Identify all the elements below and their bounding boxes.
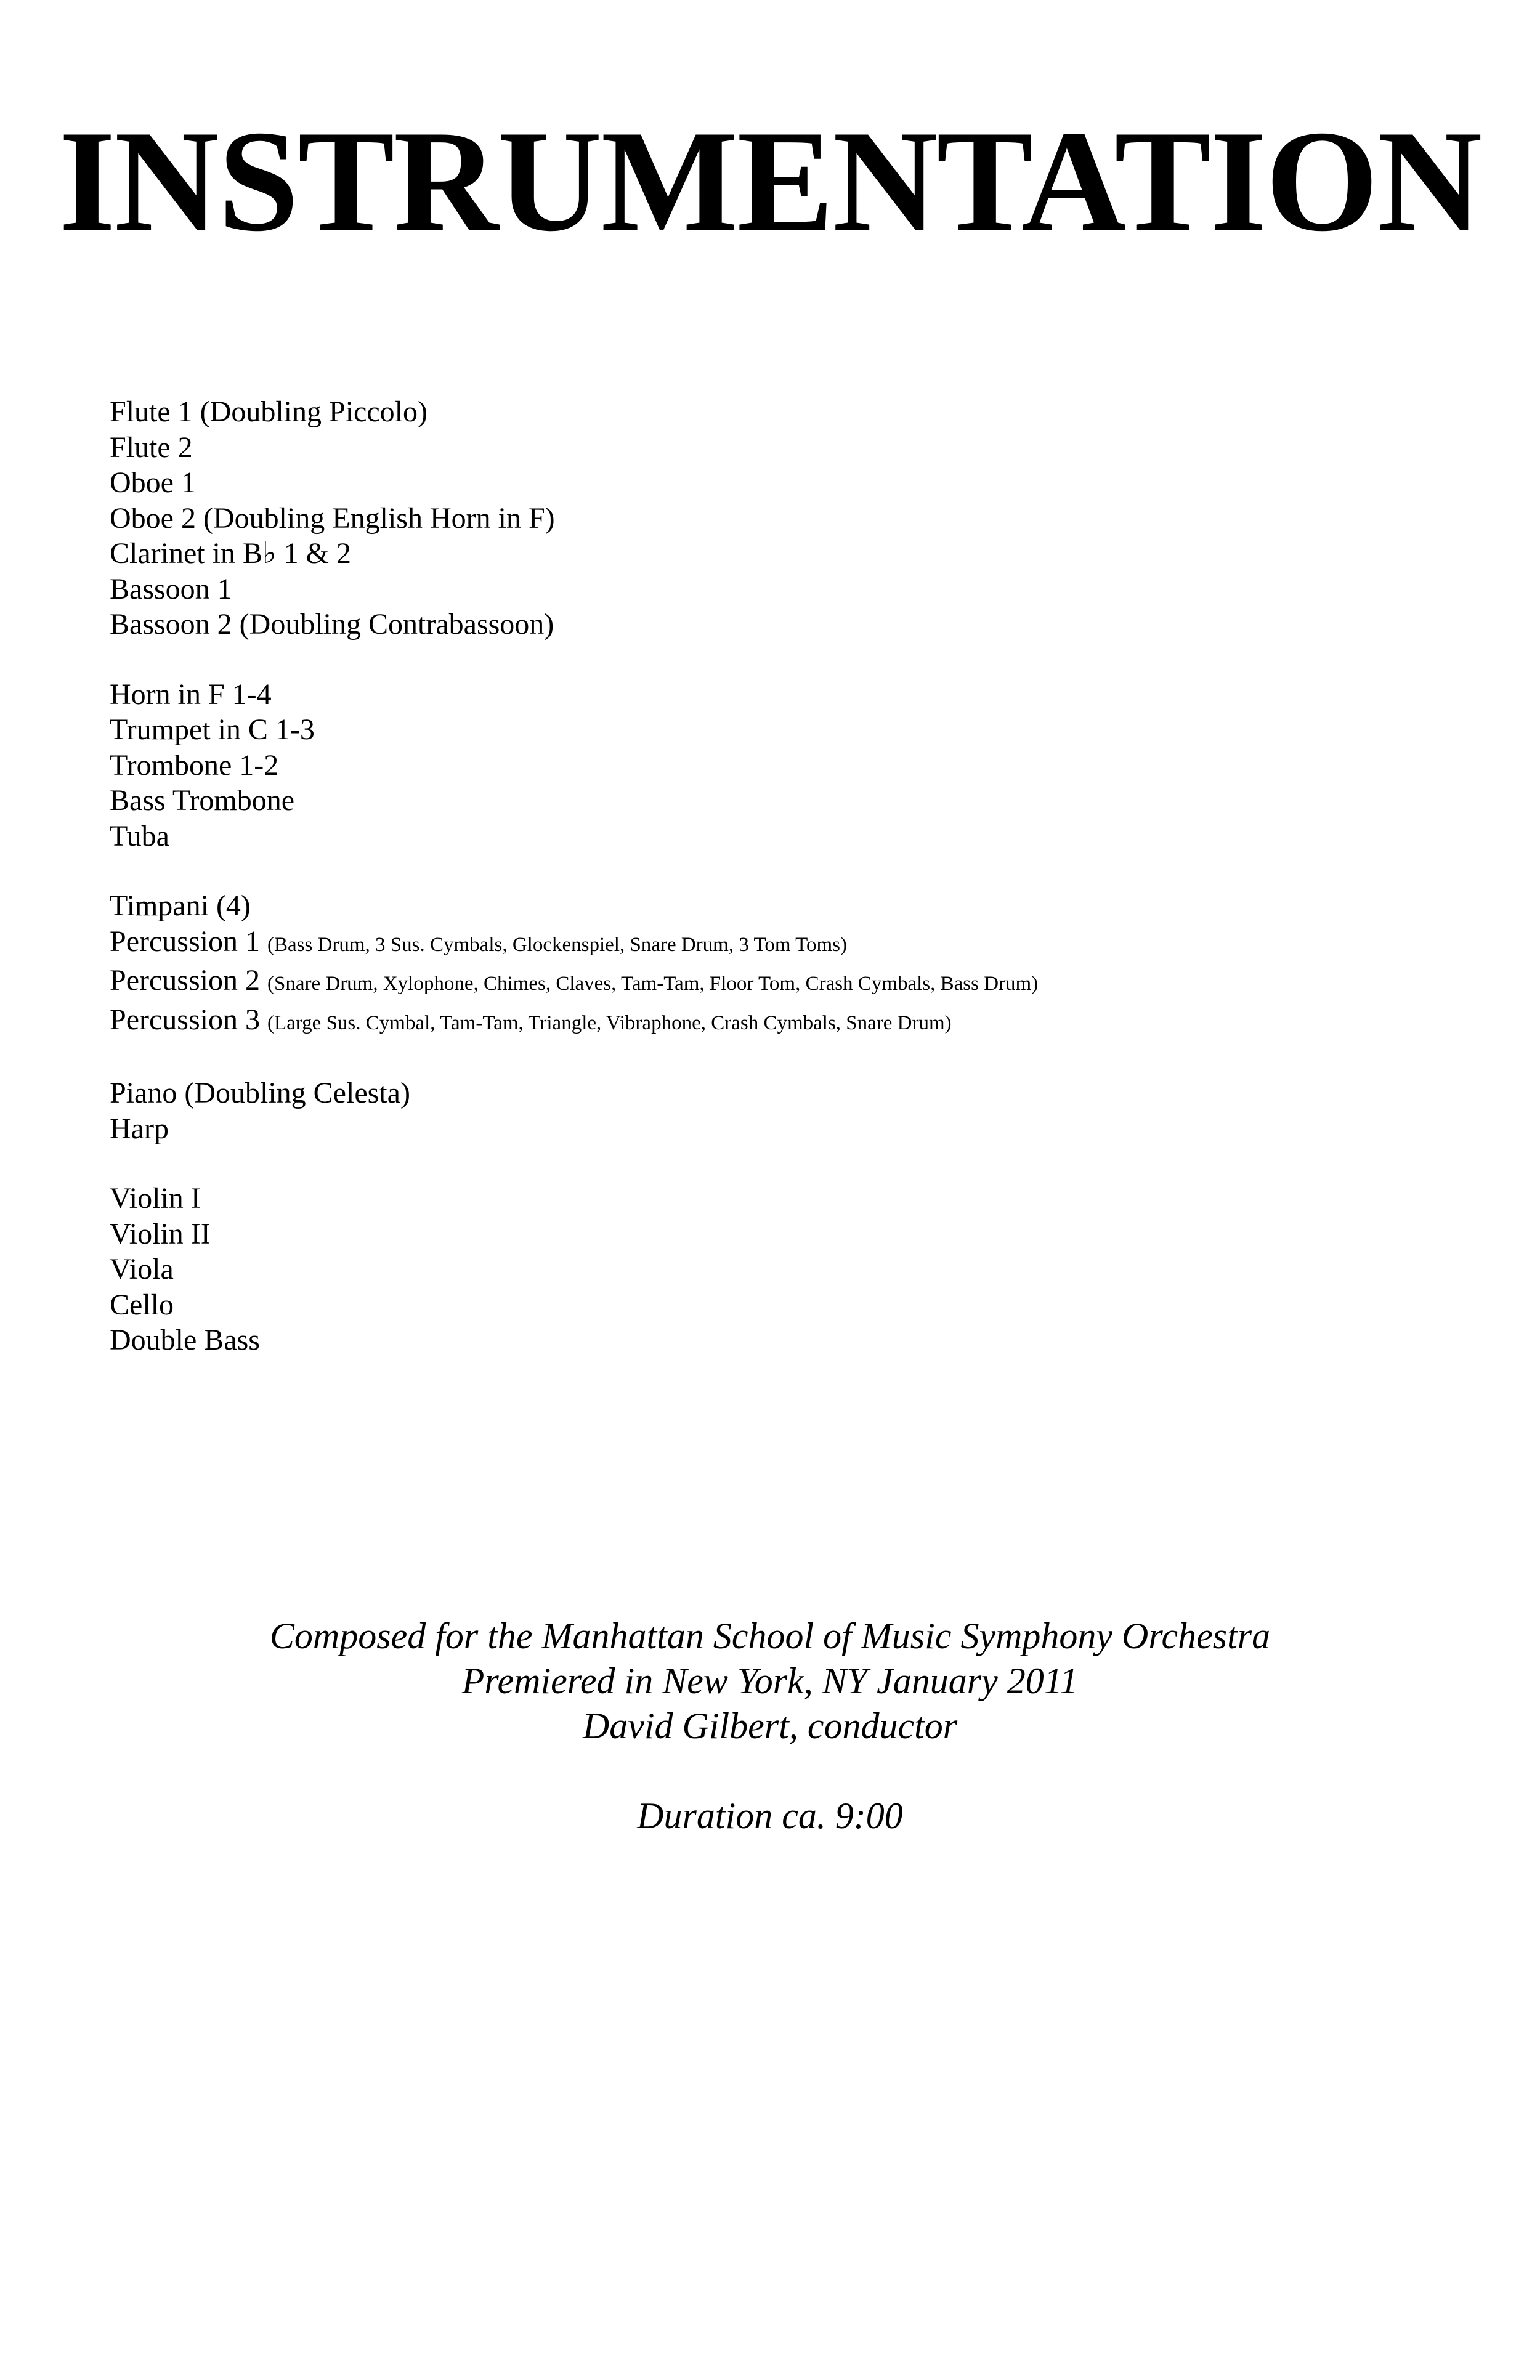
instrument-line — [110, 924, 1038, 963]
instrument-line — [110, 888, 1038, 924]
instrument-name: Flute 1 (Doubling Piccolo) — [110, 395, 428, 428]
conductor-line: David Gilbert, conductor — [582, 1706, 958, 1746]
instrument-name: Viola — [110, 1253, 174, 1285]
instrument-name: Percussion 1 — [110, 925, 260, 958]
instrument-name: Tuba — [110, 819, 169, 852]
credits-block — [0, 1614, 1540, 1839]
instrument-line — [110, 1252, 1038, 1287]
instrument-line — [110, 1322, 1038, 1358]
instrument-name: Clarinet in B♭ 1 & 2 — [110, 537, 351, 570]
premiere-line: Premiered in New York, NY January 2011 — [461, 1661, 1079, 1701]
instrument-name: Cello — [110, 1288, 174, 1321]
instrument-detail: (Large Sus. Cymbal, Tam-Tam, Triangle, Vibraphone, Crash Cymbals, Snare Drum) — [267, 1011, 952, 1034]
instrument-line — [110, 1287, 1038, 1323]
instrument-name: Violin I — [110, 1182, 201, 1215]
instrument-line — [110, 1111, 1038, 1147]
instrument-line — [110, 748, 1038, 783]
instrument-name: Percussion 2 — [110, 964, 260, 997]
instrument-line — [110, 819, 1038, 854]
instrument-name: Oboe 1 — [110, 466, 196, 499]
instrument-name: Flute 2 — [110, 431, 193, 464]
instrument-line — [110, 677, 1038, 713]
section-percussion — [110, 888, 1038, 1041]
instrument-detail: (Bass Drum, 3 Sus. Cymbals, Glockenspiel, Snare Drum, 3 Tom Toms) — [267, 933, 848, 956]
duration-line: Duration ca. 9:00 — [637, 1795, 903, 1836]
instrument-line — [110, 394, 1038, 430]
page-title: INSTRUMENTATION — [59, 101, 1481, 262]
instrument-line — [110, 1002, 1038, 1042]
instrument-line — [110, 963, 1038, 1002]
instrument-list — [110, 394, 1038, 1358]
instrument-line — [110, 536, 1038, 572]
section-woodwinds — [110, 394, 1038, 642]
instrument-name: Percussion 3 — [110, 1003, 260, 1036]
instrument-name: Harp — [110, 1112, 169, 1145]
instrument-name: Double Bass — [110, 1324, 260, 1356]
instrument-line — [110, 783, 1038, 819]
composed-for-line: Composed for the Manhattan School of Music Symphony Orchestra — [269, 1616, 1271, 1656]
instrument-name: Piano (Doubling Celesta) — [110, 1077, 410, 1109]
instrument-detail: (Snare Drum, Xylophone, Chimes, Claves, Tam-Tam, Floor Tom, Crash Cymbals, Bass Drum) — [267, 973, 1039, 995]
instrument-name: Trumpet in C 1-3 — [110, 713, 315, 746]
instrument-name: Bassoon 2 (Doubling Contrabassoon) — [110, 608, 554, 641]
instrument-line — [110, 1181, 1038, 1216]
instrument-line — [110, 1075, 1038, 1111]
instrument-name: Timpani (4) — [110, 889, 251, 922]
instrument-line — [110, 1216, 1038, 1252]
section-brass — [110, 677, 1038, 854]
instrument-name: Bass Trombone — [110, 784, 295, 817]
instrument-name: Horn in F 1-4 — [110, 678, 272, 711]
instrument-line — [110, 430, 1038, 466]
section-strings — [110, 1181, 1038, 1358]
credits-spacer — [0, 1749, 1540, 1794]
instrument-line — [110, 501, 1038, 536]
instrument-line — [110, 465, 1038, 501]
instrument-name: Bassoon 1 — [110, 572, 232, 605]
section-keyboards — [110, 1075, 1038, 1146]
instrument-line — [110, 712, 1038, 748]
instrument-line — [110, 572, 1038, 607]
instrument-name: Violin II — [110, 1217, 211, 1250]
instrument-line — [110, 607, 1038, 642]
instrument-name: Trombone 1-2 — [110, 748, 279, 782]
instrument-name: Oboe 2 (Doubling English Horn in F) — [110, 501, 555, 535]
